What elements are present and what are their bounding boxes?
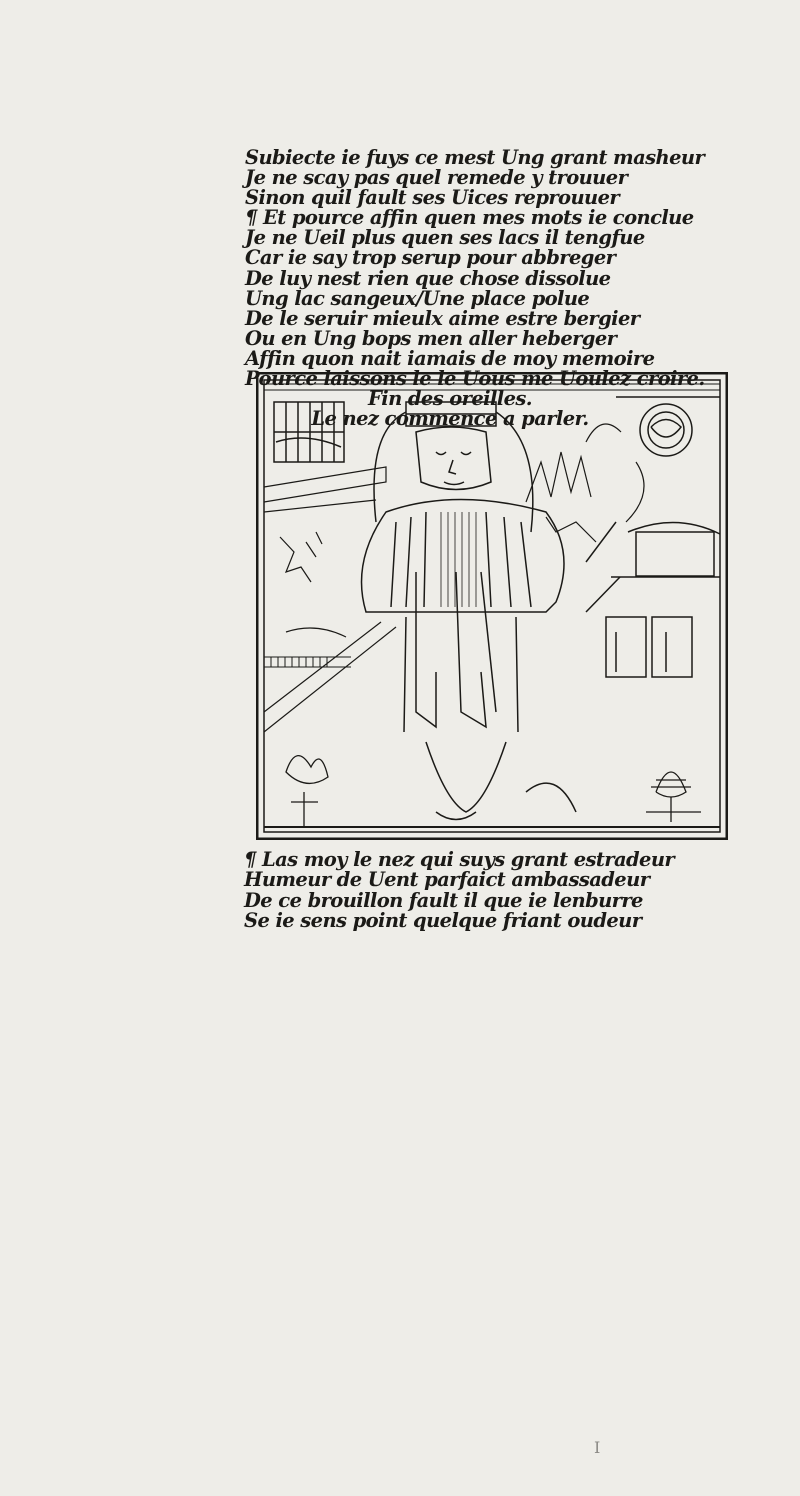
verse-line: Je ne scay pas quel remede y trouuer	[245, 166, 628, 190]
verse-line: Pource laissons le le Uous me Uoulez croire.	[245, 367, 705, 391]
verse-line: Se ie sens point quelque friant oudeur	[244, 908, 642, 932]
verse-line: Affin quon nait iamais de moy memoire	[245, 346, 655, 370]
verse-line: De le seruir mieulx aime estre bergier	[245, 306, 640, 330]
verse-line: ¶ Et pource affin quen mes mots ie conclue	[245, 206, 694, 230]
verse-line: Je ne Ueil plus quen ses lacs il tengfue	[245, 226, 645, 250]
woodcut-svg	[256, 372, 728, 840]
verse-line: Car ie say trop serup pour abbreger	[245, 246, 616, 270]
verse-line: ¶ Las moy le nez qui suys grant estradeur	[244, 848, 675, 871]
verse-line: Humeur de Uent parfaict ambassadeur	[244, 868, 650, 892]
verse-line: Sinon quil fault ses Uices reprouuer	[245, 186, 620, 210]
woodcut-illustration	[256, 372, 728, 840]
verse-line: Ung lac sangeux/Une place polue	[245, 286, 590, 310]
page-mark: I	[594, 1438, 601, 1457]
lower-verse	[244, 850, 714, 931]
section-heading: Le nez commence a parler.	[311, 407, 589, 431]
verse-line: Subiecte ie fuys ce mest Ung grant masheur	[245, 146, 705, 169]
verse-line: De luy nest rien que chose dissolue	[245, 266, 611, 290]
section-end-line: Fin des oreilles.	[368, 387, 532, 411]
verse-line: De ce brouillon fault il que ie lenburre	[244, 888, 643, 912]
verse-line: Ou en Ung bops men aller heberger	[245, 326, 617, 350]
